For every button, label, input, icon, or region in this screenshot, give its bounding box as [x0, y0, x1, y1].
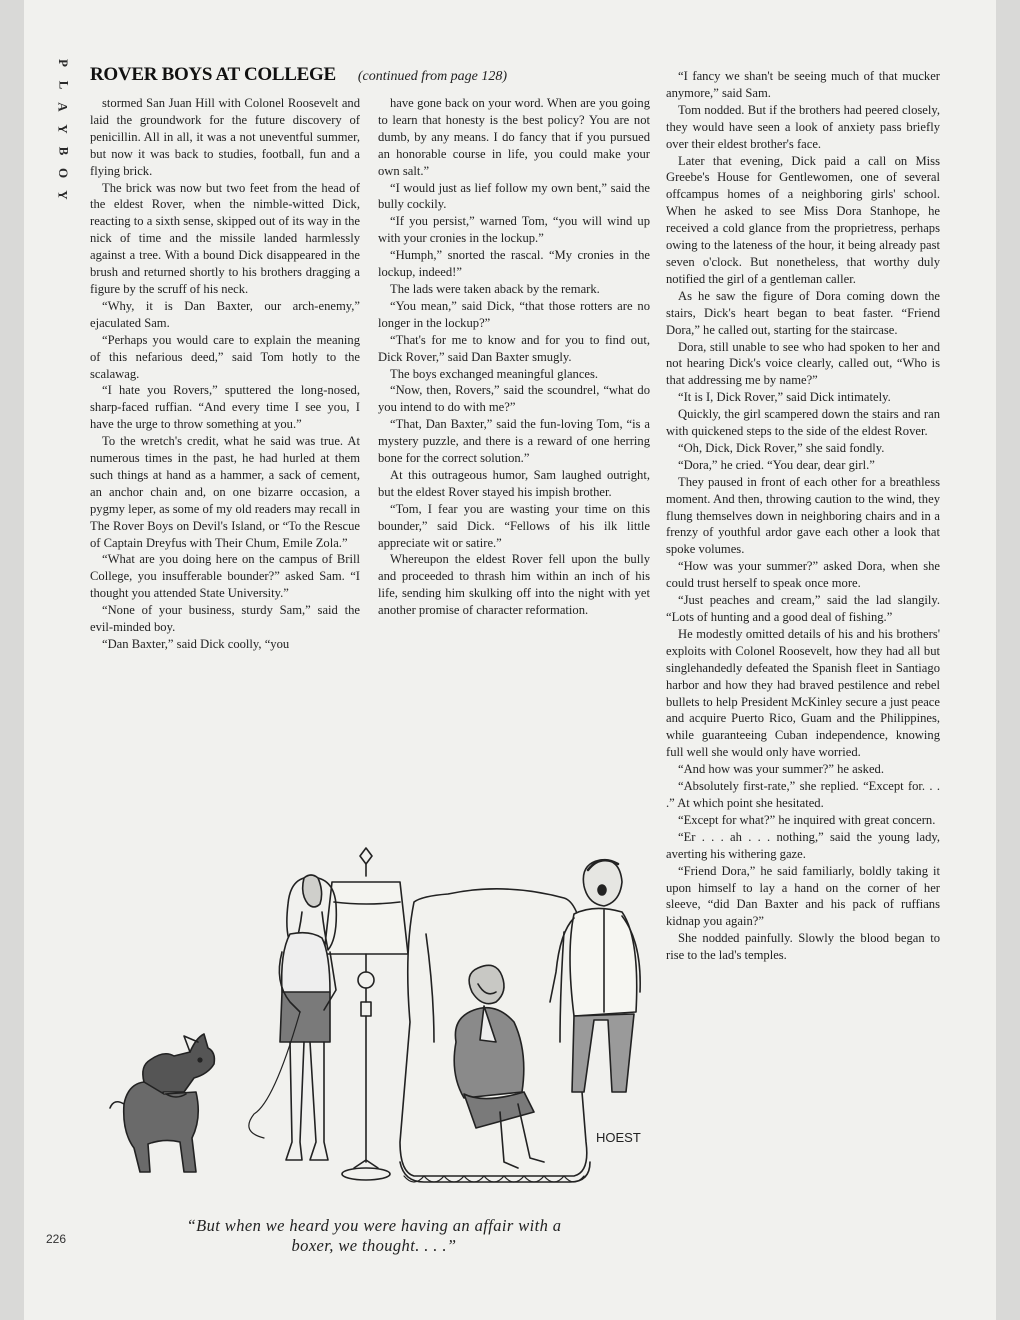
article-paragraph: “Absolutely first-rate,” she replied. “Except for. . . .” At which point she hesitated.	[666, 779, 940, 810]
article-paragraph: “Perhaps you would care to explain the meaning of this nefarious deed,” said Tom hotly to the scalawag.	[90, 332, 360, 381]
article-paragraph: At this outrageous humor, Sam laughed outright, but the eldest Rover stayed his impish brother.	[378, 467, 650, 499]
page-number: 226	[46, 1232, 67, 1246]
article-paragraph: Quickly, the girl scampered down the stairs and ran with quickened steps to the side of the eldest Rover.	[666, 407, 940, 439]
cartoonist-signature: HOEST	[596, 1130, 641, 1145]
article-paragraph: The lads were taken aback by the remark.	[390, 281, 600, 296]
article-paragraph: Dora, still unable to see who had spoken to her and not hearing Dick's voice clearly, called out, “Who is that addressing me by name?”	[666, 339, 940, 388]
article-paragraph: “And how was your summer?” he asked.	[678, 762, 884, 777]
article-paragraph: “Just peaches and cream,” said the lad slangily. “Lots of hunting and a good deal of fishing.”	[666, 593, 940, 624]
article-paragraph: stormed San Juan Hill with Colonel Roosevelt and laid the groundwork for the future discovery of penicillin. All in all, it was a not uneventful summer, but now it was back to studies, football, fun and a flying brick.	[90, 96, 360, 178]
logo-letter: P	[55, 59, 71, 67]
article-paragraph: “Except for what?” he inquired with great concern.	[678, 812, 936, 827]
playboy-vertical-logo	[52, 52, 74, 206]
article-paragraph: “Humph,” snorted the rascal. “My cronies in the lockup, indeed!”	[378, 248, 650, 280]
logo-letter: B	[55, 146, 71, 156]
article-paragraph: They paused in front of each other for a breathless moment. And then, throwing caution to the wind, they flung themselves down in neighboring chairs and in a frenzy of youthful ardor gave each other a look that spoke volumes.	[666, 474, 940, 557]
article-paragraph: “What are you doing here on the campus of Brill College, you insufferable bounder?” asked Sam. “I thought you attended State University.”	[90, 552, 360, 601]
article-paragraph: “I hate you Rovers,” sputtered the long-nosed, sharp-faced ruffian. “And every time I see you, I have the urge to throw something at you.”	[90, 383, 360, 432]
article-paragraph: “Friend Dora,” he said familiarly, boldly taking it upon himself to lay a hand on the corner of her sleeve, “did Dan Baxter and his pack of ruffians kidnap you again?”	[666, 863, 940, 929]
cartoon-caption: “But when we heard you were having an affair with a boxer, we thought. . . .”	[186, 1216, 562, 1255]
article-paragraph: “Er . . . ah . . . nothing,” said the young lady, averting his withering gaze.	[666, 829, 940, 861]
article-paragraph: “Oh, Dick, Dick Rover,” she said fondly.	[678, 440, 885, 455]
boxer-dog	[110, 1034, 214, 1172]
text-column-1	[90, 95, 360, 653]
article-paragraph: “None of your business, sturdy Sam,” said the evil-minded boy.	[90, 603, 360, 635]
magazine-page	[24, 0, 996, 1320]
article-paragraph: “I would just as lief follow my own bent,” said the bully cockily.	[378, 180, 650, 212]
article-paragraph: “It is I, Dick Rover,” said Dick intimately.	[678, 390, 891, 405]
text-column-3	[666, 68, 940, 964]
article-paragraph: Later that evening, Dick paid a call on Miss Greebe's House for Gentlewomen, one of several offcampus homes of a neighboring girls' school. When he asked to see Miss Dora Stanhope, he received a cold glance from the proprietress, perhaps owing to the lateness of the hour, it being already past seven o'clock. But nonetheless, that worthy duly notified the girl of a gentleman caller.	[666, 153, 940, 286]
article-paragraph: “That, Dan Baxter,” said the fun-loving Tom, “is a mystery puzzle, and there is a reward of one herring bone for the correct solution.”	[378, 417, 650, 466]
article-paragraph: “Now, then, Rovers,” said the scoundrel, “what do you intend to do with me?”	[378, 383, 650, 415]
article-paragraph: Tom nodded. But if the brothers had peered closely, they would have seen a look of anxiety pass briefly over their eldest brother's face.	[666, 102, 940, 151]
cartoon-illustration	[104, 842, 644, 1212]
floor-lamp	[324, 848, 408, 1180]
logo-letter: O	[56, 167, 71, 179]
article-paragraph: She nodded painfully. Slowly the blood began to rise to the lad's temples.	[666, 931, 940, 963]
article-paragraph: “If you persist,” warned Tom, “you will wind up with your cronies in the lockup.”	[378, 214, 650, 246]
article-paragraph: He modestly omitted details of his and his brothers' exploits with Colonel Roosevelt, how they had all but singlehandedly defeated the Spanish fleet in Santiago harbor and how they had braved pestilence and rebel bullets to help President McKinley secure a just peace and acquire Puerto Rico, Guam and the Philippines, while guaranteeing Cuban independence, knowing full well she would only have worried.	[666, 626, 940, 760]
continuation-note: (continued from page 128)	[357, 69, 508, 84]
article-paragraph: “Tom, I fear you are wasting your time on this bounder,” said Dick. “Fellows of his ilk little appreciate wit or satire.”	[378, 501, 650, 550]
text-column-2	[378, 95, 650, 619]
article-paragraph: As he saw the figure of Dora coming down the stairs, Dick's heart began to beat faster. “Friend Dora,” he called out, starting for the staircase.	[666, 288, 940, 337]
article-paragraph: “Dan Baxter,” said Dick coolly, “you	[102, 637, 290, 651]
article-paragraph: “I fancy we shan't be seeing much of that mucker anymore,” said Sam.	[666, 69, 940, 100]
article-paragraph: The boys exchanged meaningful glances.	[390, 366, 599, 381]
article-paragraph: “Why, it is Dan Baxter, our arch-enemy,” ejaculated Sam.	[90, 298, 360, 330]
article-paragraph: “You mean,” said Dick, “that those rotters are no longer in the lockup?”	[378, 298, 650, 330]
article-title: ROVER BOYS AT COLLEGE	[90, 64, 336, 85]
article-paragraph: have gone back on your word. When are you going to learn that honesty is the best policy? You are not dumb, by any means. I do fancy that if you pursued an honorable course in life, you could make your own salt.”	[378, 96, 650, 178]
logo-letter: A	[55, 102, 71, 112]
logo-letter: Y	[55, 124, 71, 134]
logo-letter: Y	[55, 190, 71, 200]
article-paragraph: “Dora,” he cried. “You dear, dear girl.”	[678, 457, 875, 472]
logo-letter: L	[55, 80, 71, 90]
article-paragraph: To the wretch's credit, what he said was true. At numerous times in the past, he had hurled at them such things at hand as a hammer, a sack of cement, an anchor chain and, on one bizarre occasion, a pygmy leper, as some of my old readers may recall in The Rover Boys on Devil's Island, or “To the Rescue of Captain Dreyfus with Their Chum, Emile Zola.”	[90, 434, 360, 550]
article-paragraph: “That's for me to know and for you to find out, Dick Rover,” said Dan Baxter smugly.	[378, 332, 650, 364]
article-paragraph: “How was your summer?” asked Dora, when she could trust herself to speak once more.	[666, 559, 940, 591]
article-header	[90, 64, 507, 86]
article-paragraph: The brick was now but two feet from the head of the eldest Rover, when the nimble-witted Dick, reacting to a sixth sense, skipped out of its way in the nick of time and the missile landed harmlessly against a tree. With a bound Dick disappeared in the brush and returned shortly to his brothers dragging a figure by the scruff of his neck.	[90, 180, 360, 296]
article-paragraph: Whereupon the eldest Rover fell upon the bully and proceeded to thrash him within an inch of his life, sending him skulking off into the night with yet another promise of character reformation.	[378, 552, 650, 618]
